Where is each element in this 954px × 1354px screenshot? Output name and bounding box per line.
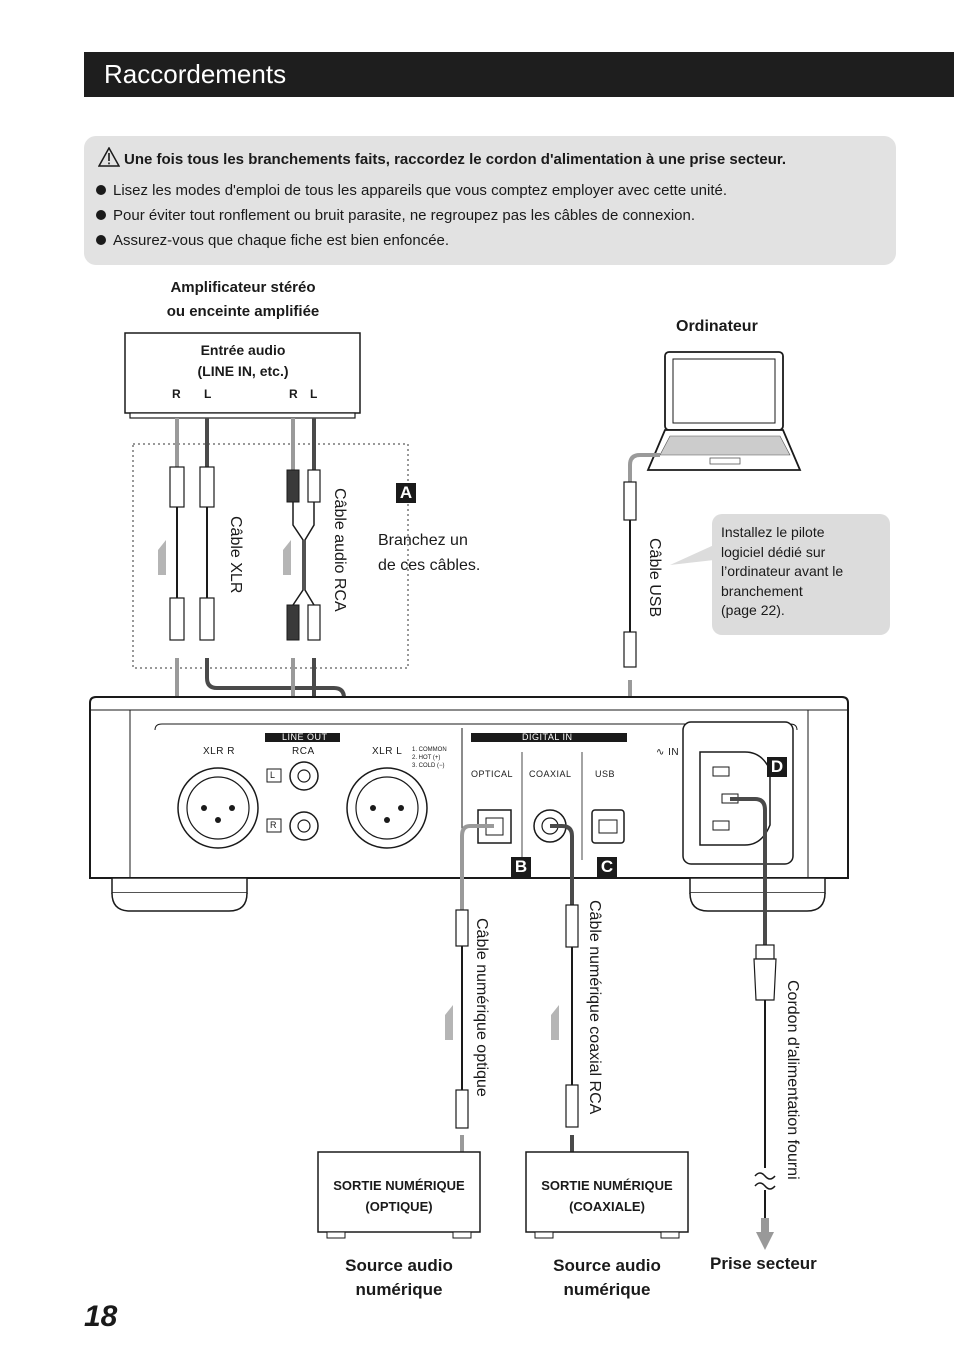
page-title: Raccordements — [104, 59, 287, 89]
xlr-pinout — [412, 746, 447, 770]
source-label-line2: numérique — [563, 1280, 651, 1299]
optical-port-label: OPTICAL — [471, 769, 514, 779]
choose-hint-line2: de ces câbles. — [378, 557, 481, 574]
arrow-icon — [283, 540, 291, 575]
mains-outlet-label: Prise secteur — [710, 1254, 817, 1273]
list-item-text: Assurez-vous que chaque fiche est bien enfoncée. — [113, 232, 450, 249]
ac-in-label: ∿ IN — [656, 747, 680, 758]
rca-label: RCA — [292, 746, 315, 757]
arrow-down-icon — [756, 1232, 774, 1250]
choose-hint-line1: Branchez un — [378, 532, 468, 549]
marker-c: C — [597, 857, 617, 877]
channel-label: L — [204, 387, 212, 401]
coaxial-source-label — [526, 1254, 688, 1302]
digital-in-label: DIGITAL IN — [522, 732, 573, 742]
line-out-label: LINE OUT — [282, 732, 328, 742]
choose-cable-hint — [378, 528, 480, 578]
rear-panel — [90, 697, 848, 911]
marker-a: A — [396, 483, 416, 503]
coaxial-output-label — [526, 1175, 688, 1217]
amplifier-heading-line1: Amplificateur stéréo — [170, 279, 316, 296]
coaxial-output-line2: (COAXIALE) — [569, 1199, 645, 1214]
list-item-text: Lisez les modes d'emploi de tous les appareils que vous comptez employer avec cette unité. — [113, 182, 728, 199]
xlr-r-label: XLR R — [203, 746, 235, 757]
pin-3-label: 3. COLD (−) — [412, 763, 445, 769]
optical-output-line2: (OPTIQUE) — [365, 1199, 433, 1214]
arrow-icon — [445, 1005, 453, 1040]
source-label-line2: numérique — [355, 1280, 443, 1299]
source-label-line1: Source audio — [345, 1256, 453, 1275]
warning-title-text: Une fois tous les branchements faits, raccordez le cordon d'alimentation à une prise secteur. — [124, 151, 787, 168]
marker-b: B — [511, 857, 531, 877]
arrow-icon — [551, 1005, 559, 1040]
optical-cable-label: Câble numérique optique — [473, 918, 490, 1097]
usb-port-label: USB — [595, 769, 616, 779]
coaxial-output-line1: SORTIE NUMÉRIQUE — [541, 1178, 673, 1193]
driver-note — [712, 514, 890, 635]
computer-label: Ordinateur — [676, 318, 758, 335]
power-cord-label: Cordon d'alimentation fourni — [784, 980, 801, 1180]
pin-2-label: 2. HOT (+) — [412, 755, 441, 761]
pin-1-label: 1. COMMON — [412, 747, 447, 753]
usb-cable-label: Câble USB — [646, 538, 663, 618]
rca-cable-label: Câble audio RCA — [331, 488, 348, 612]
optical-output-label — [318, 1175, 480, 1217]
driver-note-text: Installez le pilote logiciel dédié sur l’ordinateur avant le branchement (page 22). — [721, 524, 844, 618]
optical-source-label — [318, 1254, 480, 1302]
channel-label: R — [289, 387, 298, 401]
optical-output-line1: SORTIE NUMÉRIQUE — [333, 1178, 465, 1193]
channel-label: L — [310, 387, 318, 401]
xlr-l-label: XLR L — [372, 746, 403, 757]
audio-input-line2: (LINE IN, etc.) — [197, 363, 289, 379]
source-label-line1: Source audio — [553, 1256, 661, 1275]
rca-r-label: R — [270, 820, 277, 830]
xlr-cable-label: Câble XLR — [227, 516, 244, 594]
marker-d: D — [767, 757, 787, 777]
coaxial-port-label: COAXIAL — [529, 769, 572, 779]
list-item-text: Pour éviter tout ronflement ou bruit parasite, ne regroupez pas les câbles de connexion. — [113, 207, 696, 224]
page-number: 18 — [84, 1300, 118, 1333]
audio-input-label — [140, 340, 346, 382]
amplifier-heading-line2: ou enceinte amplifiée — [166, 303, 320, 320]
arrow-icon — [158, 540, 166, 575]
note-pointer — [670, 545, 714, 565]
laptop-icon — [648, 352, 800, 470]
amplifier-heading — [140, 276, 346, 324]
audio-input-line1: Entrée audio — [200, 342, 286, 358]
coaxial-cable-label: Câble numérique coaxial RCA — [586, 900, 603, 1115]
rca-l-label: L — [270, 770, 276, 780]
channel-label: R — [172, 387, 181, 401]
